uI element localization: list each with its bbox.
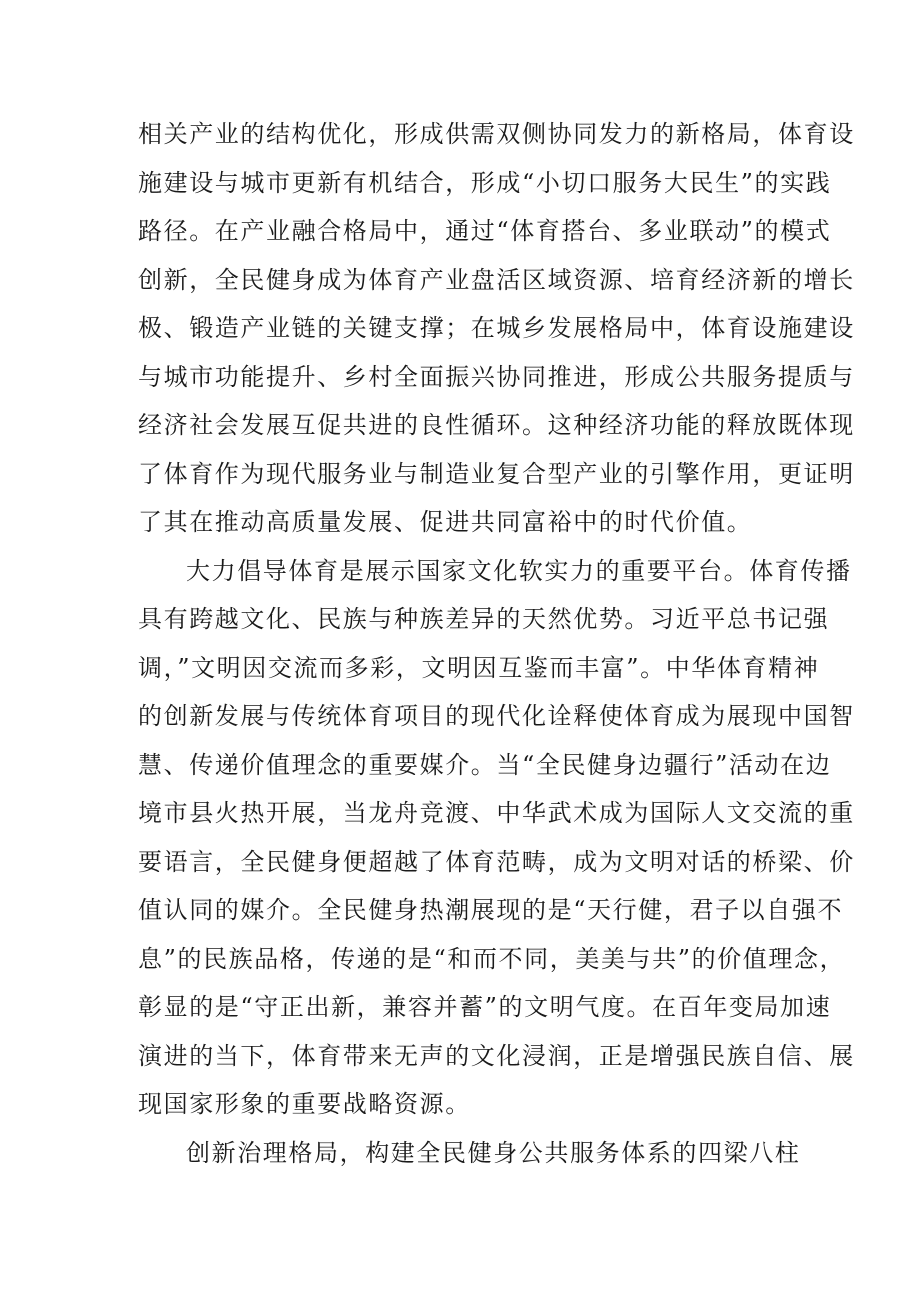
paragraph-start-line: 大力倡导体育是展示国家文化软实力的重要平台。体育传播 bbox=[186, 556, 852, 585]
text-line: 值认同的媒介。全民健身热潮展现的是“天行健，君子以自强不 bbox=[138, 896, 844, 924]
text-line: 具有跨越文化、民族与种族差异的天然优势。习近平总书记强 bbox=[138, 605, 830, 633]
text-line: 了其在推动高质量发展、促进共同富裕中的时代价值。 bbox=[138, 508, 753, 536]
text-line: 息”的民族品格，传递的是“和而不同，美美与共”的价值理念， bbox=[138, 944, 846, 973]
text-line: 彰显的是“守正出新，兼容并蓄”的文明气度。在百年变局加速 bbox=[138, 993, 832, 1021]
text-line: 演进的当下，体育带来无声的文化浸润，正是增强民族自信、展 bbox=[138, 1041, 855, 1070]
text-line: 现国家形象的重要战略资源。 bbox=[138, 1090, 471, 1118]
text-line: 创新，全民健身成为体育产业盘活区域资源、培育经济新的增长 bbox=[138, 265, 855, 294]
text-line: 境市县火热开展，当龙舟竞渡、中华武术成为国际人文交流的重 bbox=[138, 799, 855, 827]
text-line: 极、锻造产业链的关键支撑；在城乡发展格局中，体育设施建设 bbox=[138, 314, 855, 342]
text-line: 的创新发展与传统体育项目的现代化诠释使体育成为展现中国智 bbox=[138, 702, 855, 730]
text-line: 路径。在产业融合格局中，通过“体育搭台、多业联动”的模式 bbox=[138, 217, 832, 245]
section-heading-line: 创新治理格局，构建全民健身公共服务体系的四梁八柱 bbox=[186, 1138, 801, 1167]
text-line: 了体育作为现代服务业与制造业复合型产业的引擎作用，更证明 bbox=[138, 459, 855, 488]
text-line: 慧、传递价值理念的重要媒介。当“全民健身边疆行”活动在边 bbox=[138, 750, 832, 779]
body-text bbox=[138, 110, 855, 1177]
text-line: 与城市功能提升、乡村全面振兴协同推进，形成公共服务提质与 bbox=[138, 362, 855, 391]
text-line: 经济社会发展互促共进的良性循环。这种经济功能的释放既体现 bbox=[138, 411, 855, 439]
text-line: 调，”文明因交流而多彩，文明因互鉴而丰富”。中华体育精神 bbox=[138, 653, 820, 682]
text-line: 要语言，全民健身便超越了体育范畴，成为文明对话的桥梁、价 bbox=[138, 847, 855, 876]
text-line: 相关产业的结构优化，形成供需双侧协同发力的新格局，体育设 bbox=[138, 120, 855, 148]
text-line: 施建设与城市更新有机结合，形成“小切口服务大民生”的实践 bbox=[138, 168, 832, 197]
